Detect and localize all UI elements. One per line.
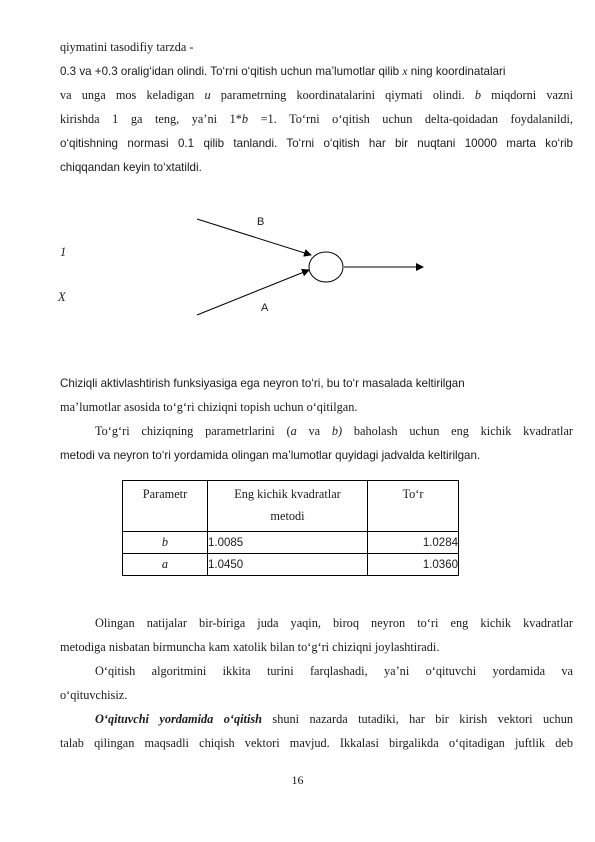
text-line: [60, 640, 573, 655]
text-span: shuni nazarda tutadiki, har bir kirish vektori uchun: [262, 712, 573, 726]
neuron-node: [309, 252, 343, 282]
text-line: [95, 424, 573, 439]
table-row: [123, 532, 459, 554]
variable-b: b: [241, 112, 249, 126]
cell-lsm: 1.0085: [208, 532, 368, 554]
text-span: O‘qitish algoritmini ikkita turini farqlashadi, ya’ni o‘qituvchi yordamida va: [95, 664, 573, 678]
text-span: va: [296, 424, 332, 438]
text-span: o‘qituvchisiz.: [60, 688, 128, 702]
text-line: [95, 712, 573, 727]
text-line: [60, 376, 573, 391]
text-span: Olingan natijalar bir-biriga juda yaqin, biroq neyron to‘ri eng kichik kvadratlar: [95, 616, 573, 630]
text-span: miqdorni vazni: [480, 88, 573, 102]
header-least-squares: [208, 481, 368, 532]
header-least-squares-line2: metodi: [270, 509, 305, 523]
table-row: [123, 554, 459, 576]
text-span: ning koordinatalari: [407, 65, 506, 78]
neuron-diagram-svg: [0, 200, 595, 340]
cell-param: b: [123, 532, 208, 554]
header-parametr: Parametr: [123, 481, 208, 532]
text-span: metodi va neyron to‘ri yordamida olingan ma’lumotlar quyidagi jadvalda keltirilgan.: [60, 449, 481, 462]
text-span: parametrning koordinatalarini qiymati olindi.: [210, 88, 475, 102]
label-a: A: [261, 302, 269, 314]
variable-a: a: [290, 424, 297, 438]
text-line: [60, 736, 573, 751]
input-x-label: X: [58, 290, 66, 304]
text-span: va unga mos keladigan: [60, 88, 205, 102]
header-least-squares-line1: Eng kichik kvadratlar: [234, 487, 341, 501]
text-span: =1. To‘rni o‘qitish uchun delta-qoidadan foydalanildi,: [248, 112, 573, 126]
variable-b: b): [331, 424, 343, 438]
text-span: kirishda 1 ga teng, ya’ni 1*: [60, 112, 242, 126]
text-line: [60, 40, 573, 55]
text-span: chiqqandan keyin to‘xtatildi.: [60, 161, 202, 174]
label-b: B: [257, 216, 265, 228]
variable-x: x: [402, 65, 408, 78]
text-line: [60, 448, 573, 463]
text-span: To‘g‘ri chiziqning parametrlarini (: [95, 424, 291, 438]
bold-term: O‘qituvchi yordamida o‘qitish: [95, 712, 263, 726]
text-line: [60, 136, 573, 151]
weight-b-arrow: [197, 219, 311, 255]
text-line: [60, 64, 573, 79]
variable-u: u: [204, 88, 211, 102]
text-span: baholash uchun eng kichik kvadratlar: [342, 424, 573, 438]
text-line: [95, 616, 573, 631]
text-line: [60, 112, 573, 127]
neuron-diagram: [0, 200, 595, 340]
cell-param: a: [123, 554, 208, 576]
text-line: [60, 688, 573, 703]
text-line: [60, 88, 573, 103]
table-header-row: [123, 481, 459, 532]
input-1-label: 1: [60, 245, 67, 259]
weight-a-arrow: [197, 270, 309, 315]
text-line: [60, 400, 573, 415]
header-tor: To‘r: [368, 481, 459, 532]
text-span: talab qilingan maqsadli chiqish vektori mavjud. Ikkalasi birgalikda o‘qitadigan juftlik deb: [60, 736, 573, 750]
page-number: 16: [291, 773, 304, 787]
text-span: Chiziqli aktivlashtirish funksiyasiga ega neyron to‘ri, bu to‘r masalada keltirilgan: [60, 377, 465, 390]
text-line: [95, 664, 573, 679]
text-span: 0.3 va +0.3 oralig‘idan olindi. To‘rni o‘qitish uchun ma’lumotlar qilib: [60, 65, 403, 78]
text-span: o‘qitishning normasi 0.1 qilib tanlandi. To‘rni o‘qitish har bir nuqtani 10000 marta ko‘rib: [60, 137, 573, 150]
cell-lsm: 1.0450: [208, 554, 368, 576]
text-line: [60, 160, 573, 175]
text-span: ma’lumotlar asosida to‘g‘ri chiziqni topish uchun o‘qitilgan.: [60, 400, 358, 414]
text-span: metodiga nisbatan birmuncha kam xatolik bilan to‘g‘ri chiziqni joylashtiradi.: [60, 640, 440, 654]
text-span: qiymatini tasodifiy tarzda -: [60, 40, 194, 54]
cell-net: 1.0284: [368, 532, 459, 554]
results-table: [122, 480, 459, 576]
variable-b: b: [474, 88, 481, 102]
cell-net: 1.0360: [368, 554, 459, 576]
